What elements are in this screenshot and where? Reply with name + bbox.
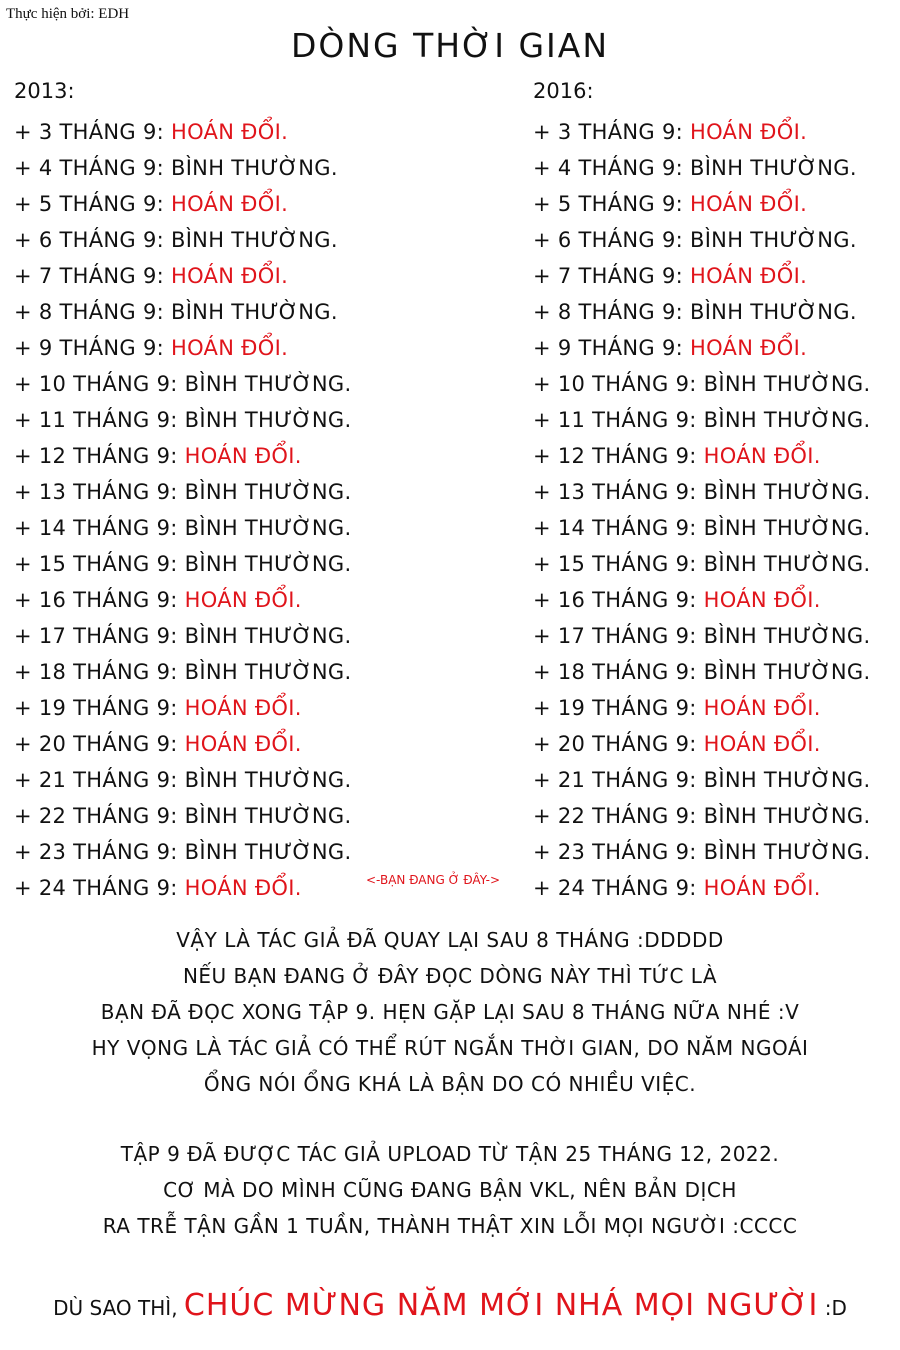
entry-date: + 13 THÁNG 9: — [533, 480, 697, 504]
timeline-entry — [14, 186, 351, 222]
entry-date: + 8 THÁNG 9: — [14, 300, 164, 324]
entry-date: + 3 THÁNG 9: — [533, 120, 683, 144]
entry-date: + 20 THÁNG 9: — [14, 732, 178, 756]
timeline-entry — [533, 618, 870, 654]
column-year: 2016: — [533, 79, 594, 103]
entry-date: + 22 THÁNG 9: — [14, 804, 178, 828]
entry-status: BÌNH THƯỜNG. — [703, 552, 871, 576]
timeline-entry — [14, 870, 351, 906]
you-are-here-marker: <-BẠN ĐANG Ở ĐÂY-> — [366, 873, 501, 887]
entry-status: BÌNH THƯỜNG. — [703, 480, 871, 504]
entry-status: BÌNH THƯỜNG. — [170, 300, 338, 324]
timeline-entry — [14, 438, 351, 474]
entry-date: + 18 THÁNG 9: — [14, 660, 178, 684]
new-year-greeting — [0, 1288, 900, 1323]
entry-status: HOÁN ĐỔI. — [184, 588, 302, 612]
entry-date: + 11 THÁNG 9: — [14, 408, 178, 432]
entry-status: HOÁN ĐỔI. — [689, 192, 808, 216]
entry-date: + 20 THÁNG 9: — [533, 732, 697, 756]
entry-status: HOÁN ĐỔI. — [184, 732, 302, 756]
entry-date: + 23 THÁNG 9: — [14, 840, 178, 864]
upload-apology-note — [0, 1136, 900, 1244]
entry-status: HOÁN ĐỔI. — [170, 120, 289, 144]
note-line: VẬY LÀ TÁC GIẢ ĐÃ QUAY LẠI SAU 8 THÁNG :DDDDD — [176, 928, 724, 952]
timeline-entry — [533, 870, 870, 906]
timeline-entry — [14, 762, 351, 798]
entry-status: HOÁN ĐỔI. — [170, 192, 289, 216]
entry-status: BÌNH THƯỜNG. — [184, 372, 352, 396]
timeline-entry — [14, 690, 351, 726]
greeting-prefix: DÙ SAO THÌ, — [53, 1296, 178, 1320]
entry-date: + 21 THÁNG 9: — [14, 768, 178, 792]
timeline-entry — [14, 294, 351, 330]
entry-date: + 24 THÁNG 9: — [14, 876, 178, 900]
entry-date: + 16 THÁNG 9: — [533, 588, 697, 612]
timeline-list — [14, 114, 351, 906]
entry-date: + 10 THÁNG 9: — [533, 372, 697, 396]
timeline-entry — [14, 150, 351, 186]
entry-status: HOÁN ĐỔI. — [703, 876, 821, 900]
entry-status: BÌNH THƯỜNG. — [184, 768, 352, 792]
entry-status: BÌNH THƯỜNG. — [703, 804, 871, 828]
note-line: RA TRỄ TẬN GẦN 1 TUẦN, THÀNH THẬT XIN LỖI MỌI NGƯỜI :CCCC — [102, 1214, 798, 1238]
timeline-entry — [533, 402, 870, 438]
timeline-entry — [14, 402, 351, 438]
timeline-entry — [533, 186, 870, 222]
entry-status: HOÁN ĐỔI. — [703, 444, 821, 468]
timeline-entry — [14, 222, 351, 258]
translator-credit: Thực hiện bởi: EDH — [6, 6, 130, 22]
entry-status: HOÁN ĐỔI. — [170, 264, 289, 288]
entry-date: + 17 THÁNG 9: — [14, 624, 178, 648]
timeline-entry — [14, 654, 351, 690]
timeline-entry — [533, 582, 870, 618]
timeline-entry — [14, 582, 351, 618]
entry-status: BÌNH THƯỜNG. — [703, 624, 871, 648]
timeline-entry — [533, 834, 870, 870]
entry-date: + 12 THÁNG 9: — [14, 444, 178, 468]
entry-status: BÌNH THƯỜNG. — [703, 660, 871, 684]
entry-status: HOÁN ĐỔI. — [703, 732, 821, 756]
timeline-list — [533, 114, 870, 906]
timeline-entry — [14, 330, 351, 366]
note-line: NẾU BẠN ĐANG Ở ĐÂY ĐỌC DÒNG NÀY THÌ TỨC LÀ — [182, 964, 718, 988]
entry-status: BÌNH THƯỜNG. — [184, 840, 352, 864]
timeline-entry — [14, 618, 351, 654]
entry-status: BÌNH THƯỜNG. — [703, 840, 871, 864]
timeline-entry — [533, 474, 870, 510]
entry-date: + 23 THÁNG 9: — [533, 840, 697, 864]
note-line: BẠN ĐÃ ĐỌC XONG TẬP 9. HẸN GẶP LẠI SAU 8 THÁNG NỮA NHÉ :V — [100, 1000, 800, 1024]
entry-date: + 10 THÁNG 9: — [14, 372, 178, 396]
entry-date: + 19 THÁNG 9: — [14, 696, 178, 720]
entry-status: BÌNH THƯỜNG. — [184, 552, 352, 576]
note-line: CƠ MÀ DO MÌNH CŨNG ĐANG BẬN VKL, NÊN BẢN DỊCH — [163, 1178, 737, 1202]
timeline-entry — [533, 258, 870, 294]
timeline-entry — [533, 690, 870, 726]
entry-status: HOÁN ĐỔI. — [703, 588, 821, 612]
timeline-entry — [533, 654, 870, 690]
entry-date: + 19 THÁNG 9: — [533, 696, 697, 720]
entry-status: BÌNH THƯỜNG. — [170, 156, 338, 180]
timeline-entry — [533, 330, 870, 366]
entry-status: BÌNH THƯỜNG. — [184, 408, 352, 432]
entry-status: HOÁN ĐỔI. — [703, 696, 821, 720]
timeline-entry — [533, 438, 870, 474]
timeline-column-2016 — [533, 78, 870, 906]
entry-date: + 9 THÁNG 9: — [14, 336, 164, 360]
entry-status: BÌNH THƯỜNG. — [184, 480, 352, 504]
timeline-entry — [14, 546, 351, 582]
entry-date: + 4 THÁNG 9: — [14, 156, 164, 180]
entry-date: + 5 THÁNG 9: — [14, 192, 164, 216]
entry-status: HOÁN ĐỔI. — [689, 336, 808, 360]
entry-date: + 15 THÁNG 9: — [533, 552, 697, 576]
note-line: TẬP 9 ĐÃ ĐƯỢC TÁC GIẢ UPLOAD TỪ TẬN 25 THÁNG 12, 2022. — [120, 1142, 780, 1166]
entry-date: + 12 THÁNG 9: — [533, 444, 697, 468]
note-line: HY VỌNG LÀ TÁC GIẢ CÓ THỂ RÚT NGẮN THỜI GIAN, DO NĂM NGOÁI — [91, 1036, 809, 1060]
entry-status: BÌNH THƯỜNG. — [703, 372, 871, 396]
entry-date: + 4 THÁNG 9: — [533, 156, 683, 180]
timeline-entry — [14, 726, 351, 762]
timeline-entry — [533, 510, 870, 546]
greeting-suffix: :D — [824, 1296, 847, 1320]
entry-status: HOÁN ĐỔI. — [170, 336, 289, 360]
entry-status: BÌNH THƯỜNG. — [703, 768, 871, 792]
entry-date: + 22 THÁNG 9: — [533, 804, 697, 828]
entry-date: + 14 THÁNG 9: — [14, 516, 178, 540]
entry-status: BÌNH THƯỜNG. — [703, 516, 871, 540]
timeline-entry — [14, 510, 351, 546]
entry-date: + 15 THÁNG 9: — [14, 552, 178, 576]
entry-status: BÌNH THƯỜNG. — [703, 408, 871, 432]
timeline-entry — [533, 546, 870, 582]
timeline-entry — [533, 114, 870, 150]
timeline-entry — [14, 798, 351, 834]
timeline-entry — [14, 258, 351, 294]
timeline-entry — [533, 366, 870, 402]
entry-status: HOÁN ĐỔI. — [689, 120, 808, 144]
entry-date: + 14 THÁNG 9: — [533, 516, 697, 540]
entry-status: BÌNH THƯỜNG. — [689, 300, 857, 324]
entry-date: + 8 THÁNG 9: — [533, 300, 683, 324]
entry-date: + 7 THÁNG 9: — [14, 264, 164, 288]
greeting-highlight: CHÚC MỪNG NĂM MỚI NHÁ MỌI NGƯỜI — [183, 1288, 819, 1323]
entry-date: + 6 THÁNG 9: — [533, 228, 683, 252]
timeline-entry — [14, 474, 351, 510]
entry-date: + 3 THÁNG 9: — [14, 120, 164, 144]
timeline-column-2013 — [14, 78, 351, 906]
entry-status: BÌNH THƯỜNG. — [184, 624, 352, 648]
entry-status: BÌNH THƯỜNG. — [184, 660, 352, 684]
entry-date: + 7 THÁNG 9: — [533, 264, 683, 288]
column-year: 2013: — [14, 79, 75, 103]
entry-date: + 9 THÁNG 9: — [533, 336, 683, 360]
timeline-entry — [533, 798, 870, 834]
timeline-entry — [533, 222, 870, 258]
entry-status: HOÁN ĐỔI. — [184, 696, 302, 720]
page-title: DÒNG THỜI GIAN — [290, 26, 610, 65]
timeline-entry — [533, 726, 870, 762]
timeline-entry — [14, 366, 351, 402]
author-return-note — [0, 922, 900, 1102]
timeline-entry — [14, 834, 351, 870]
entry-status: HOÁN ĐỔI. — [689, 264, 808, 288]
entry-status: HOÁN ĐỔI. — [184, 876, 302, 900]
entry-date: + 18 THÁNG 9: — [533, 660, 697, 684]
entry-status: HOÁN ĐỔI. — [184, 444, 302, 468]
note-line: ỔNG NÓI ỔNG KHÁ LÀ BẬN DO CÓ NHIỀU VIỆC. — [203, 1072, 697, 1096]
entry-date: + 16 THÁNG 9: — [14, 588, 178, 612]
timeline-entry — [533, 150, 870, 186]
entry-date: + 11 THÁNG 9: — [533, 408, 697, 432]
timeline-entry — [533, 762, 870, 798]
entry-date: + 5 THÁNG 9: — [533, 192, 683, 216]
entry-date: + 17 THÁNG 9: — [533, 624, 697, 648]
entry-status: BÌNH THƯỜNG. — [170, 228, 338, 252]
entry-date: + 6 THÁNG 9: — [14, 228, 164, 252]
entry-status: BÌNH THƯỜNG. — [689, 156, 857, 180]
entry-status: BÌNH THƯỜNG. — [184, 804, 352, 828]
entry-date: + 21 THÁNG 9: — [533, 768, 697, 792]
entry-date: + 13 THÁNG 9: — [14, 480, 178, 504]
timeline-entry — [533, 294, 870, 330]
entry-status: BÌNH THƯỜNG. — [184, 516, 352, 540]
timeline-entry — [14, 114, 351, 150]
entry-date: + 24 THÁNG 9: — [533, 876, 697, 900]
entry-status: BÌNH THƯỜNG. — [689, 228, 857, 252]
